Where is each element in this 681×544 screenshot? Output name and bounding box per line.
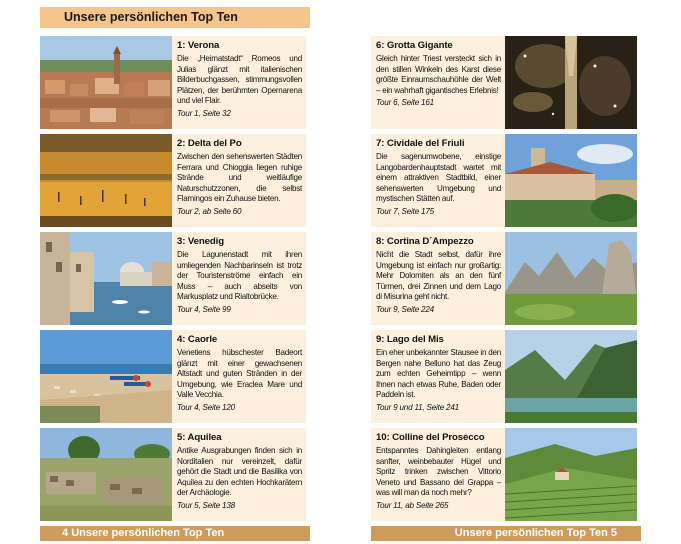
colline-photo [505, 428, 637, 521]
caorle-photo [40, 330, 172, 423]
left-footer-label: Unsere persönlichen Top Ten [71, 527, 225, 539]
page-header [40, 7, 310, 28]
caorle-title: 4: Caorle [177, 334, 218, 345]
cividale-title: 7: Cividale del Friuli [376, 138, 465, 149]
cividale-photo [505, 134, 637, 227]
cividale-text [371, 134, 505, 227]
delta-del-po-text [172, 134, 306, 227]
aquilea-description: Antike Ausgrabungen finden sich in Norditalien nur vereinzelt, dafür gehört die Stadt und die Basilika von Aquilea zu den echten Hochkarätern der Archäologie. [177, 446, 302, 497]
verona-text [172, 36, 306, 129]
colline-description: Entspanntes Dahingleiten entlang sanfter, weinbebauter Hügel und Spritz trinken zwischen Vittorio Veneto und Bassano del Grappa – was will man da noch mehr? [376, 446, 501, 497]
footer-left [40, 526, 310, 541]
lago-del-mis-description: Ein eher unbekannter Stausee in den Bergen nahe Belluno hat das Zeug zum echten Geheimtipp – wenn Ihnen nach etwas Ruhe, Baden oder Paddeln ist. [376, 348, 501, 399]
header-title: Unsere persönlichen Top Ten [64, 10, 238, 24]
grotta-gigante-title: 6: Grotta Gigante [376, 40, 453, 51]
cividale-description: Die sagenumwobene, einstige Langobardenhauptstadt wartet mit einem attraktiven Stadtbild, einer sehenswerten Umgebung und mystischen Stätten auf. [376, 152, 501, 203]
colline-text [371, 428, 505, 521]
venedig-text [172, 232, 306, 325]
cortina-description: Nicht die Stadt selbst, dafür ihre Umgebung ist einfach nur großartig: Mehr Dolomiten als an den fünf Türmen, drei Zinnen und dem Lago di Misurina geht nicht. [376, 250, 501, 301]
venedig-tour-reference: Tour 4, Seite 99 [177, 304, 231, 314]
footer-right [371, 526, 641, 541]
right-footer-label: Unsere persönlichen Top Ten [454, 527, 608, 539]
delta-del-po-photo [40, 134, 172, 227]
cortina-tour-reference: Tour 9, Seite 224 [376, 304, 434, 314]
venedig-title: 3: Venedig [177, 236, 224, 247]
verona-tour-reference: Tour 1, Seite 32 [177, 108, 231, 118]
delta-del-po-tour-reference: Tour 2, ab Seite 60 [177, 206, 242, 216]
aquilea-text [172, 428, 306, 521]
caorle-description: Venetiens hübschester Badeort glänzt mit einer gewachsenen Altstadt und guten Stränden in der Umgebung, wie Eraclea Mare und Valle Vecchia. [177, 348, 302, 399]
lago-del-mis-photo [505, 330, 637, 423]
cortina-text [371, 232, 505, 325]
aquilea-photo [40, 428, 172, 521]
colline-title: 10: Colline del Prosecco [376, 432, 485, 443]
lago-del-mis-tour-reference: Tour 9 und 11, Seite 241 [376, 402, 459, 412]
venedig-photo [40, 232, 172, 325]
aquilea-tour-reference: Tour 5, Seite 138 [177, 500, 235, 510]
aquilea-title: 5: Aquilea [177, 432, 222, 443]
caorle-text [172, 330, 306, 423]
right-page-number: 5 [610, 527, 617, 539]
venedig-description: Die Lagunenstadt mit ihren umliegenden Nachbarinseln ist trotz der Touristenströme einfach ein Muss – auch abseits von Markusplatz und Rialtobrücke. [177, 250, 302, 301]
lago-del-mis-title: 9: Lago del Mis [376, 334, 444, 345]
verona-photo [40, 36, 172, 129]
grotta-gigante-photo [505, 36, 637, 129]
cividale-tour-reference: Tour 7, Seite 175 [376, 206, 434, 216]
delta-del-po-description: Zwischen den sehenswerten Städten Ferrara und Chioggia liegen ruhige Strände und weitläufige Naturschutzzonen, die selbst Flamingos ein Zuhause bieten. [177, 152, 302, 203]
verona-title: 1: Verona [177, 40, 220, 51]
cortina-title: 8: Cortina D´Ampezzo [376, 236, 474, 247]
caorle-tour-reference: Tour 4, Seite 120 [177, 402, 235, 412]
cortina-photo [505, 232, 637, 325]
colline-tour-reference: Tour 11, ab Seite 265 [376, 500, 449, 510]
verona-description: Die „Heimatstadt“ Romeos und Julias glänzt mit italienischen Bilderbuchgassen, stimmungsvollen Plätzen, der berühmten Opernarena und viel Flair. [177, 54, 302, 105]
left-page-number: 4 [62, 527, 69, 539]
grotta-gigante-tour-reference: Tour 6, Seite 161 [376, 98, 434, 107]
grotta-gigante-text [371, 36, 505, 129]
grotta-gigante-description: Gleich hinter Triest versteckt sich in den stillen Winkeln des Karst diese größte Einraumschauhöhle der Welt – ein wahrhaft gigantisches Erlebnis! [376, 54, 501, 95]
delta-del-po-title: 2: Delta del Po [177, 138, 242, 149]
lago-del-mis-text [371, 330, 505, 423]
